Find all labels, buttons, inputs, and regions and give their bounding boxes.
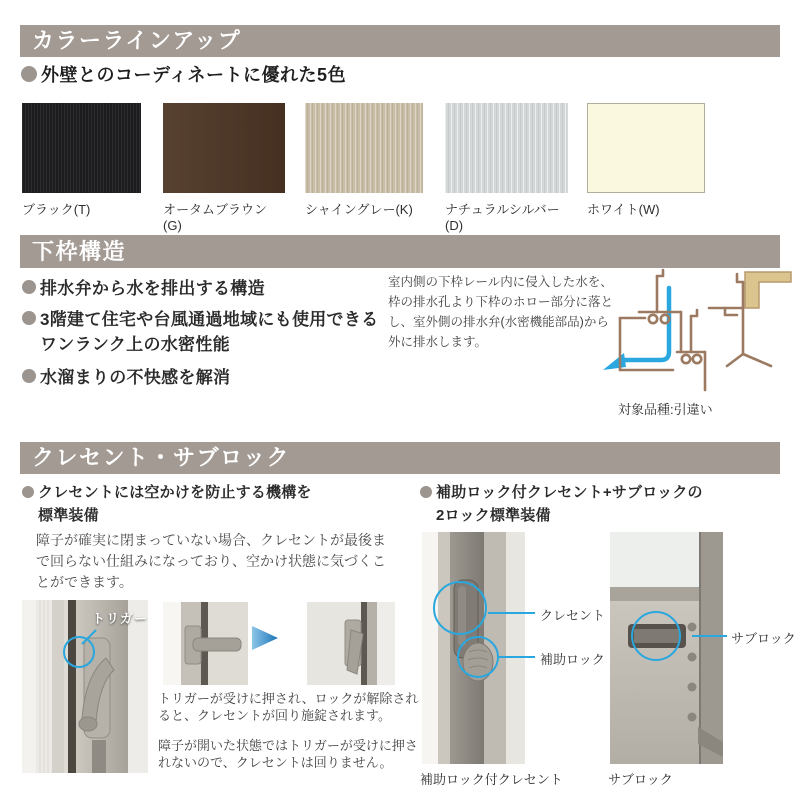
lock-right-bullet-line2: 2ロック標準装備 <box>436 507 551 524</box>
swatch-chip-autumn-brown <box>163 103 285 193</box>
swatch-chip-natural-silver <box>445 103 568 193</box>
section-header-crescent-sublock <box>20 442 780 474</box>
section-title-frame-structure: 下枠構造 <box>32 239 127 264</box>
bullet-icon <box>22 369 36 383</box>
frame-cross-section-diagram <box>593 268 797 396</box>
swatch-label: シャイングレー(K) <box>305 202 413 217</box>
lock-right-bullet: 補助ロック付クレセント+サブロックの <box>420 481 703 502</box>
bullet-icon <box>21 66 37 82</box>
diagram-caption: 対象品種:引違い <box>618 402 713 417</box>
section-header-frame-structure <box>20 235 780 268</box>
arrow-right-icon <box>252 626 278 650</box>
callout-aux-lock: 補助ロック <box>540 652 605 667</box>
swatch-chip-shine-gray <box>305 103 423 193</box>
callout-line-crescent <box>488 612 535 614</box>
bullet-icon <box>420 486 432 498</box>
swatch-chip-black <box>22 103 141 193</box>
color-subtitle: 外壁とのコーディネートに優れた5色 <box>41 65 347 85</box>
color-swatch-shine-gray <box>305 103 423 218</box>
section-title-color-lineup: カラーラインアップ <box>32 28 242 53</box>
lock-left-bullet-line2: 標準装備 <box>38 507 99 524</box>
photo-caption-aux-lock-crescent: 補助ロック付クレセント <box>420 772 563 787</box>
drainage-description: 室内側の下枠レール内に侵入した水を、枠の排水孔より下枠のホロー部分に落とし、室外側の排水弁(水密機能部品)から外に排水します。 <box>388 275 614 349</box>
color-swatch-natural-silver <box>445 103 568 233</box>
sublock-photo <box>610 532 723 764</box>
bullet-icon <box>22 486 34 498</box>
photo-caption-sublock: サブロック <box>608 772 673 787</box>
swatch-label: ブラック(T) <box>22 202 91 217</box>
color-swatch-white <box>587 103 705 218</box>
color-swatch-black <box>22 103 141 218</box>
frame-bullet-2: 3階建て住宅や台風通過地域にも使用できる <box>22 305 378 330</box>
frame-bullet-3: 水溜まりの不快感を解消 <box>22 363 230 388</box>
frame-bullet-1: 排水弁から水を排出する構造 <box>22 274 265 299</box>
trigger-caption-1: トリガーが受けに押され、ロックが解除されると、クレセントが回り施錠されます。 <box>158 691 419 723</box>
section-title-crescent-sublock: クレセント・サブロック <box>32 445 291 470</box>
swatch-label: ナチュラルシルバー(D) <box>445 202 560 233</box>
aux-lock-crescent-photo <box>422 532 525 764</box>
crescent-locked-photo <box>307 602 395 685</box>
callout-line-sublock <box>692 635 727 637</box>
swatch-label: ホワイト(W) <box>587 202 660 217</box>
callout-sublock: サブロック <box>731 631 796 646</box>
swatch-chip-white <box>587 103 705 193</box>
swatch-label: オータムブラウン(G) <box>163 202 268 233</box>
crescent-mechanism-paragraph: 障子が確実に閉まっていない場合、クレセントが最後まで回らない仕組みになっており、空かけ状態に気づくことができます。 <box>36 532 386 590</box>
bullet-icon <box>22 311 36 325</box>
section-header-color-lineup <box>20 25 780 57</box>
bullet-icon <box>22 280 36 294</box>
callout-crescent: クレセント <box>540 608 606 623</box>
trigger-label: トリガー <box>92 611 148 626</box>
color-subtitle-row <box>21 61 346 87</box>
trigger-caption-2: 障子が開いた状態ではトリガーが受けに押されないので、クレセントは回りません。 <box>158 738 418 770</box>
color-swatch-autumn-brown <box>163 103 285 233</box>
frame-bullet-2-line2: ワンランク上の水密性能 <box>40 335 230 354</box>
callout-line-aux-lock <box>498 656 535 658</box>
lock-left-bullet: クレセントには空かけを防止する機構を <box>22 481 312 502</box>
crescent-unlocked-photo <box>163 602 248 685</box>
